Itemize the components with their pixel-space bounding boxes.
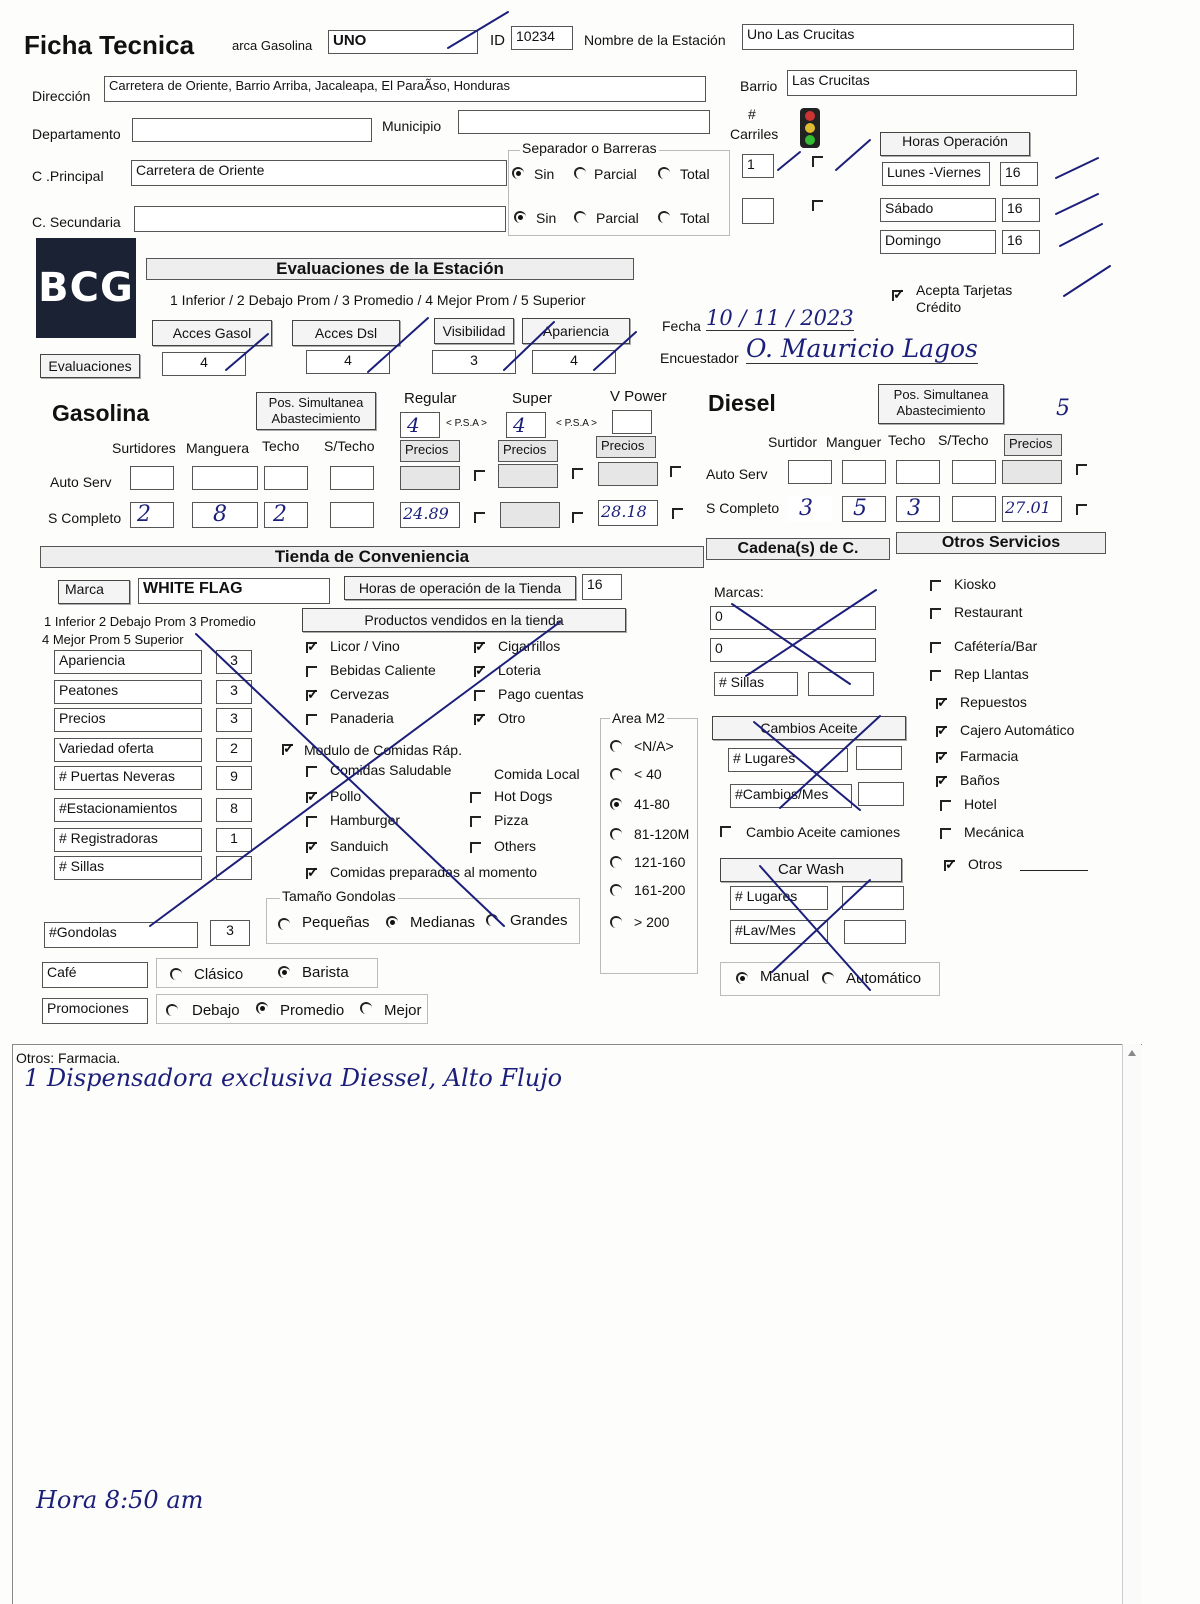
cafe-barista-label: Barista [302, 964, 349, 981]
producto-label-2: Cervezas [330, 686, 390, 702]
cambios-title: Cambios Aceite [712, 716, 906, 740]
dsl-auto-manguer[interactable] [842, 460, 886, 484]
notes-handwritten: 1 Dispensadora exclusiva Diessel, Alto Flujo [24, 1064, 563, 1092]
rating-label-4: # Puertas Neveras [54, 766, 202, 790]
acces-dsl-value[interactable]: 4 [306, 350, 390, 374]
otros-label-9: Mecánica [964, 824, 1024, 840]
acces-gasol-value[interactable]: 4 [162, 352, 246, 376]
producto-checkbox-6[interactable] [474, 690, 485, 701]
otros-line [1020, 870, 1088, 871]
producto-label-6: Pago cuentas [498, 686, 584, 702]
secundaria-input[interactable] [134, 206, 506, 232]
rating-label-3: Variedad oferta [54, 738, 202, 762]
scroll-up-icon[interactable] [1128, 1050, 1136, 1056]
apariencia-button[interactable]: Apariencia [522, 318, 630, 344]
promo-promedio-radio[interactable] [256, 1002, 268, 1014]
comida-checkbox-2[interactable] [306, 816, 317, 827]
area-label-4: 121-160 [634, 854, 686, 870]
carriles-check-2[interactable] [812, 200, 823, 211]
producto-checkbox-0[interactable] [306, 642, 317, 653]
rating-value-1[interactable]: 3 [216, 680, 252, 704]
sep1-sin-radio[interactable] [512, 167, 524, 179]
rating-label-7: # Sillas [54, 856, 202, 880]
horas-dom-input[interactable]: 16 [1002, 230, 1040, 254]
comida-label-7: Others [494, 838, 537, 854]
municipio-input[interactable] [458, 110, 710, 134]
otros-label-0: Kiosko [954, 576, 997, 592]
apariencia-value[interactable]: 4 [532, 350, 616, 374]
camiones-label: Cambio Aceite camiones [746, 824, 901, 840]
page-title: Ficha Tecnica [24, 30, 195, 60]
carriles-check-1[interactable] [812, 156, 823, 167]
rating-value-4[interactable]: 9 [216, 766, 252, 790]
dsl-col-surtidor: Surtidor [768, 434, 818, 450]
promo-promedio-label: Promedio [280, 1002, 345, 1019]
gas-precios-super-hdr: Precios [498, 440, 558, 462]
otros-label-2: Cafétería/Bar [954, 638, 1038, 654]
dsl-auto-surtidor[interactable] [788, 460, 832, 484]
ink-tick-carriles [778, 140, 870, 170]
producto-label-7: Otro [498, 710, 526, 726]
area-label-3: 81-120M [634, 826, 690, 842]
super-input[interactable]: 4 [506, 412, 546, 438]
fecha-value[interactable]: 10 / 11 / 2023 [706, 306, 854, 330]
sep2-total-label: Total [680, 210, 710, 226]
gas-auto-manguera[interactable] [192, 466, 258, 490]
fecha-label: Fecha [662, 318, 701, 334]
dsl-col-stecho: S/Techo [938, 432, 989, 448]
otros-checkbox-9[interactable] [940, 828, 951, 839]
departamento-input[interactable] [132, 118, 372, 142]
comida-label-2: Hamburger [330, 812, 401, 828]
rating-value-3[interactable]: 2 [216, 738, 252, 762]
otros-label-1: Restaurant [954, 604, 1023, 620]
gondolas-input[interactable]: 3 [210, 920, 250, 946]
barrio-input[interactable]: Las Crucitas [787, 70, 1077, 96]
carwash-lav-label: #Lav/Mes [730, 920, 828, 944]
acces-dsl-button[interactable]: Acces Dsl [292, 320, 400, 346]
gas-completo-check-super[interactable] [572, 512, 583, 523]
gasolina-title: Gasolina [52, 400, 150, 426]
comida-checkbox-5[interactable] [470, 792, 481, 803]
comida-label-4: Comidas preparadas al momento [330, 864, 537, 880]
area-group [600, 718, 698, 974]
promo-debajo-radio[interactable] [166, 1004, 178, 1016]
dsl-auto-label: Auto Serv [706, 466, 768, 482]
otros-checkbox-0[interactable] [930, 580, 941, 591]
rating-value-5[interactable]: 8 [216, 798, 252, 822]
vpower-label: V Power [610, 388, 667, 405]
tienda-title: Tienda de Conveniencia [40, 546, 704, 568]
comida-local-label: Comida Local [494, 766, 580, 782]
gas-precios-vpower-hdr: Precios [596, 436, 656, 458]
bcg-logo: BCG [36, 238, 136, 338]
sep1-sin-label: Sin [534, 166, 555, 182]
carriles-input-2[interactable] [742, 198, 774, 224]
cafe-label: Café [42, 962, 148, 988]
notes-hora: Hora 8:50 am [36, 1486, 204, 1514]
gas-auto-check-vpower[interactable] [670, 466, 681, 477]
producto-checkbox-1[interactable] [306, 666, 317, 677]
rating-value-0[interactable]: 3 [216, 650, 252, 674]
dsl-col-techo: Techo [888, 432, 926, 448]
gasolina-pos-label: Pos. Simultanea Abastecimiento [256, 392, 376, 430]
sep1-parcial-radio[interactable] [574, 167, 586, 179]
carwash-auto-radio[interactable] [822, 972, 834, 984]
gondolas-label: #Gondolas [44, 922, 198, 948]
carwash-manual-label: Manual [760, 968, 810, 985]
area-radio-2[interactable] [610, 798, 622, 810]
gas-completo-label: S Completo [48, 510, 122, 526]
gas-auto-label: Auto Serv [50, 474, 112, 490]
notes-scrollbar[interactable] [1122, 1044, 1141, 1604]
cambios-lugares-label: # Lugares [728, 748, 848, 772]
otros-label-4: Repuestos [960, 694, 1027, 710]
horas-sab-label: Sábado [880, 198, 996, 222]
gas-precio-vpower[interactable]: 28.18 [598, 500, 658, 526]
sep1-total-label: Total [680, 166, 710, 182]
gas-col-manguera: Manguera [186, 440, 250, 456]
tienda-marca-label: Marca [58, 580, 130, 604]
sep2-sin-radio[interactable] [514, 211, 526, 223]
modulo-label: Modulo de Comidas Ráp. [304, 742, 462, 758]
producto-checkbox-5[interactable] [474, 666, 485, 677]
modulo-checkbox[interactable] [282, 744, 293, 755]
otros-checkbox-3[interactable] [930, 670, 941, 681]
otros-label-5: Cajero Automático [960, 722, 1075, 738]
gondola-grandes-radio[interactable] [486, 914, 498, 926]
gas-auto-stecho[interactable] [330, 466, 374, 490]
gas-completo-techo[interactable]: 2 [264, 502, 308, 528]
dsl-auto-stecho[interactable] [952, 460, 996, 484]
tienda-scale-2: 4 Mejor Prom 5 Superior [42, 632, 184, 647]
area-label-1: < 40 [634, 766, 662, 782]
otros-checkbox-8[interactable] [940, 800, 951, 811]
otros-checkbox-5[interactable] [936, 726, 947, 737]
gas-auto-precio-super[interactable] [498, 464, 558, 488]
cafe-clasico-label: Clásico [194, 966, 244, 983]
diesel-pos-value[interactable]: 5 [1056, 396, 1070, 421]
cadena-marcas-label: Marcas: [714, 584, 764, 600]
area-radio-5[interactable] [610, 884, 622, 896]
carriles-hash: # [748, 106, 756, 122]
horas-sab-input[interactable]: 16 [1002, 198, 1040, 222]
otros-label-7: Baños [960, 772, 1000, 788]
otros-checkbox-10[interactable] [944, 860, 955, 871]
gas-completo-check-vpower[interactable] [672, 508, 683, 519]
promo-mejor-radio[interactable] [360, 1002, 372, 1014]
productos-title: Productos vendidos en la tienda [302, 608, 626, 632]
cambios-mes-input[interactable] [858, 782, 904, 806]
tienda-marca-input[interactable]: WHITE FLAG [138, 578, 330, 604]
area-radio-6[interactable] [610, 916, 622, 928]
vpower-input[interactable] [612, 410, 652, 434]
visibilidad-button[interactable]: Visibilidad [434, 318, 514, 344]
regular-input[interactable]: 4 [400, 412, 440, 438]
gas-precio-super[interactable] [500, 502, 560, 528]
area-label-6: > 200 [634, 914, 670, 930]
cadena-sillas-input[interactable] [808, 672, 874, 696]
notes-typed: Otros: Farmacia. [16, 1050, 121, 1066]
dsl-completo-check[interactable] [1076, 504, 1087, 515]
dsl-precios-hdr: Precios [1004, 434, 1062, 456]
otros-label-8: Hotel [964, 796, 997, 812]
gas-auto-check-regular[interactable] [474, 470, 485, 481]
area-radio-3[interactable] [610, 828, 622, 840]
dsl-completo-surtidor[interactable]: 3 [788, 496, 832, 522]
notes-area[interactable] [12, 1044, 1142, 1604]
otros-checkbox-4[interactable] [936, 698, 947, 709]
carriles-input-1[interactable]: 1 [742, 154, 774, 178]
rating-label-1: Peatones [54, 680, 202, 704]
rating-value-7[interactable] [216, 856, 252, 880]
carriles-label: Carriles [730, 126, 779, 142]
gas-completo-check-regular[interactable] [474, 512, 485, 523]
otros-title: Otros Servicios [896, 532, 1106, 554]
producto-label-3: Panaderia [330, 710, 394, 726]
horas-dom-label: Domingo [880, 230, 996, 254]
traffic-light-icon [800, 108, 820, 148]
estacion-input[interactable]: Uno Las Crucitas [742, 24, 1074, 50]
evaluaciones-scale: 1 Inferior / 2 Debajo Prom / 3 Promedio / 4 Mejor Prom / 5 Superior [170, 292, 586, 308]
promo-mejor-label: Mejor [384, 1002, 422, 1019]
sep1-parcial-label: Parcial [594, 166, 637, 182]
dsl-completo-manguer[interactable]: 5 [842, 496, 886, 522]
tienda-horas-label: Horas de operación de la Tienda [344, 576, 576, 600]
rating-value-6[interactable]: 1 [216, 828, 252, 852]
tienda-scale-1: 1 Inferior 2 Debajo Prom 3 Promedio [44, 614, 256, 629]
cadena-title: Cadena(s) de C. [706, 538, 890, 560]
cafe-barista-radio[interactable] [278, 966, 290, 978]
sep2-parcial-label: Parcial [596, 210, 639, 226]
area-radio-0[interactable] [610, 740, 622, 752]
gas-auto-techo[interactable] [264, 466, 308, 490]
comida-checkbox-7[interactable] [470, 842, 481, 853]
gas-col-techo: Techo [262, 438, 300, 454]
otros-checkbox-7[interactable] [936, 776, 947, 787]
gas-col-surtidores: Surtidores [112, 440, 176, 456]
horas-lv-label: Lunes -Viernes [882, 162, 990, 186]
psa-regular: < P.S.A > [446, 418, 487, 429]
area-label-5: 161-200 [634, 882, 686, 898]
area-radio-1[interactable] [610, 768, 622, 780]
comida-label-0: Comidas Saludable [330, 762, 452, 778]
gas-auto-surtidores[interactable] [130, 466, 174, 490]
id-label: ID [490, 32, 505, 49]
producto-label-1: Bebidas Caliente [330, 662, 436, 678]
ink-tick-horas [1056, 158, 1110, 296]
area-label-2: 41-80 [634, 796, 670, 812]
promo-debajo-label: Debajo [192, 1002, 240, 1019]
dsl-completo-techo[interactable]: 3 [896, 496, 940, 522]
direccion-input[interactable]: Carretera de Oriente, Barrio Arriba, Jacaleapa, El ParaÃso, Honduras [104, 76, 706, 102]
cadena-sillas-label: # Sillas [714, 672, 798, 696]
gas-precio-regular[interactable]: 24.89 [400, 502, 460, 528]
comida-label-1: Pollo [330, 788, 362, 804]
gondola-grandes-label: Grandes [510, 912, 568, 929]
marca-label: arca Gasolina [232, 38, 313, 53]
evaluaciones-row-label: Evaluaciones [40, 354, 140, 378]
gas-auto-check-super[interactable] [572, 468, 583, 479]
area-label-0: <N/A> [634, 738, 674, 754]
encuestador-label: Encuestador [660, 350, 739, 366]
comida-label-6: Pizza [494, 812, 529, 828]
gas-completo-stecho[interactable] [330, 502, 374, 528]
producto-checkbox-4[interactable] [474, 642, 485, 653]
carwash-manual-radio[interactable] [736, 972, 748, 984]
otros-checkbox-2[interactable] [930, 642, 941, 653]
tarjetas-label: Acepta Tarjetas Crédito [916, 282, 1013, 315]
gondola-medianas-radio[interactable] [386, 916, 398, 928]
otros-label-10: Otros [968, 856, 1003, 872]
rating-label-0: Apariencia [54, 650, 202, 674]
producto-label-0: Licor / Vino [330, 638, 400, 654]
barrio-label: Barrio [740, 78, 778, 94]
municipio-label: Municipio [382, 118, 442, 134]
producto-label-4: Cigarrillos [498, 638, 561, 654]
cadena-marca-2[interactable]: 0 [710, 638, 876, 662]
dsl-completo-stecho[interactable] [952, 496, 996, 522]
principal-input[interactable]: Carretera de Oriente [131, 160, 507, 186]
evaluaciones-title: Evaluaciones de la Estación [146, 258, 634, 280]
rating-value-2[interactable]: 3 [216, 708, 252, 732]
horas-lv-input[interactable]: 16 [1000, 162, 1038, 186]
gas-col-stecho: S/Techo [324, 438, 375, 454]
sep2-parcial-radio[interactable] [574, 211, 586, 223]
cafe-clasico-radio[interactable] [170, 968, 182, 980]
otros-label-3: Rep Llantas [954, 666, 1029, 682]
horas-header: Horas Operación [880, 132, 1030, 156]
diesel-pos-label: Pos. Simultanea Abastecimiento [878, 384, 1004, 424]
producto-checkbox-2[interactable] [306, 690, 317, 701]
id-input[interactable]: 10234 [511, 26, 573, 50]
area-label: Area M2 [612, 710, 665, 726]
dsl-auto-precio[interactable] [1002, 460, 1062, 484]
otros-label-6: Farmacia [960, 748, 1019, 764]
dsl-precio[interactable]: 27.01 [1002, 496, 1062, 522]
rating-label-5: #Estacionamientos [54, 798, 202, 822]
carwash-title: Car Wash [720, 858, 902, 882]
tienda-horas-input[interactable]: 16 [582, 574, 622, 600]
gondola-medianas-label: Medianas [410, 914, 476, 931]
cambios-mes-label: #Cambios/Mes [730, 784, 852, 808]
carwash-lav-input[interactable] [844, 920, 906, 944]
gas-auto-precio-regular[interactable] [400, 466, 460, 490]
comida-checkbox-4[interactable] [306, 868, 317, 879]
direccion-label: Dirección [32, 88, 91, 104]
dsl-completo-label: S Completo [706, 500, 780, 516]
otros-checkbox-1[interactable] [930, 608, 941, 619]
separador-label: Separador o Barreras [522, 140, 657, 156]
carwash-lugares-input[interactable] [842, 886, 904, 910]
gas-completo-surtidores[interactable]: 2 [130, 502, 174, 528]
principal-label: C .Principal [32, 168, 104, 184]
visibilidad-value[interactable]: 3 [432, 350, 516, 374]
departamento-label: Departamento [32, 126, 121, 142]
super-label: Super [512, 390, 553, 407]
dsl-auto-techo[interactable] [896, 460, 940, 484]
promo-label: Promociones [42, 998, 148, 1024]
carwash-auto-label: Automático [846, 970, 922, 987]
comida-checkbox-6[interactable] [470, 816, 481, 827]
marca-input[interactable]: UNO [328, 30, 478, 54]
comida-checkbox-1[interactable] [306, 792, 317, 803]
regular-label: Regular [404, 390, 457, 407]
encuestador-value[interactable]: O. Mauricio Lagos [746, 334, 978, 363]
producto-checkbox-7[interactable] [474, 714, 485, 725]
sep2-sin-label: Sin [536, 210, 557, 226]
area-radio-4[interactable] [610, 856, 622, 868]
dsl-col-manguer: Manguer [826, 434, 882, 450]
producto-checkbox-3[interactable] [306, 714, 317, 725]
ink-cross-cadena [732, 590, 876, 684]
gondolas-size-label: Tamaño Gondolas [282, 888, 396, 904]
cadena-marca-1[interactable]: 0 [710, 606, 876, 630]
diesel-title: Diesel [708, 390, 776, 416]
rating-label-6: # Registradoras [54, 828, 202, 852]
producto-label-5: Loteria [498, 662, 541, 678]
gondola-pequenas-radio[interactable] [278, 918, 290, 930]
comida-label-5: Hot Dogs [494, 788, 553, 804]
cambios-lugares-input[interactable] [856, 746, 902, 770]
sep2-total-radio[interactable] [658, 211, 670, 223]
gas-completo-manguera[interactable]: 8 [192, 502, 258, 528]
gas-precios-regular-hdr: Precios [400, 440, 460, 462]
tarjetas-checkbox[interactable] [892, 290, 903, 301]
camiones-checkbox[interactable] [720, 826, 731, 837]
dsl-auto-check[interactable] [1076, 464, 1087, 475]
secundaria-label: C. Secundaria [32, 214, 121, 230]
gondola-pequenas-label: Pequeñas [302, 914, 370, 931]
comida-checkbox-3[interactable] [306, 842, 317, 853]
comida-checkbox-0[interactable] [306, 766, 317, 777]
acces-gasol-button[interactable]: Acces Gasol [152, 320, 272, 346]
gas-auto-precio-vpower[interactable] [598, 462, 658, 486]
comida-label-3: Sanduich [330, 838, 389, 854]
psa-super: < P.S.A > [556, 418, 597, 429]
otros-checkbox-6[interactable] [936, 752, 947, 763]
rating-label-2: Precios [54, 708, 202, 732]
estacion-label: Nombre de la Estación [584, 32, 726, 48]
sep1-total-radio[interactable] [658, 167, 670, 179]
carwash-lugares-label: # Lugares [730, 886, 828, 910]
